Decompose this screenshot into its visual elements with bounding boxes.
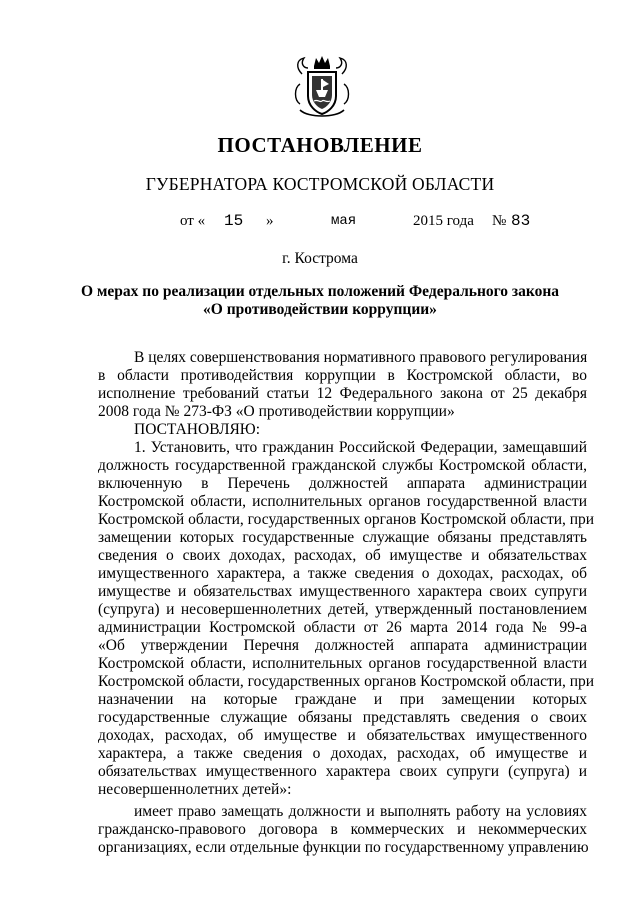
city-label: г. Кострома xyxy=(282,250,358,267)
body-line: В целях совершенствования нормативного правового регулирования xyxy=(134,349,588,366)
document-title: ПОСТАНОВЛЕНИЕ xyxy=(217,133,423,157)
number-sign: № xyxy=(492,213,507,229)
body-line: Костромской области, государственных органов Костромской области, при xyxy=(98,673,595,690)
coat-of-arms-emblem xyxy=(294,54,350,122)
date-number-line xyxy=(0,213,640,235)
date-prefix: от « xyxy=(180,213,206,229)
body-line: ПОСТАНОВЛЯЮ: xyxy=(134,421,261,438)
date-year: 2015 года xyxy=(413,213,474,229)
body-line: Костромской области, государственных органов Костромской области, при xyxy=(98,511,595,528)
date-day: 15 xyxy=(224,212,244,230)
body-line: Костромской области, исполнительных органов государственной власти xyxy=(98,655,587,672)
body-line: доходах, расходах, об имуществе и обязательствах имущественного xyxy=(98,727,587,744)
body-line: организациях, если отдельные функции по государственному управлению xyxy=(98,839,589,856)
body-line: назначении на которые граждане и при замещении которых xyxy=(98,691,587,708)
body-line: имеет право замещать должности и выполнять работу на условиях xyxy=(134,803,587,820)
body-line: несовершеннолетних детей»: xyxy=(98,781,292,798)
body-line: Костромской области, исполнительных органов государственной власти xyxy=(98,493,587,510)
body-line: обязательствах имущественного характера своих супруги (супруга) и xyxy=(98,763,587,780)
document-heading-line-1: О мерах по реализации отдельных положений Федерального закона xyxy=(80,283,560,300)
body-line: гражданско-правового договора в коммерческих и некоммерческих xyxy=(98,821,587,838)
date-month: мая xyxy=(331,213,357,229)
issuer-subtitle: ГУБЕРНАТОРА КОСТРОМСКОЙ ОБЛАСТИ xyxy=(145,174,495,194)
body-line: 2008 года № 273-ФЗ «О противодействии коррупции» xyxy=(98,403,455,420)
body-line: «Об утверждении Перечня должностей аппарата администрации xyxy=(98,637,587,654)
body-line: характера, а также сведения о доходах, расходах, об имуществе и xyxy=(98,745,587,762)
date-close-quote: » xyxy=(266,213,274,229)
body-line: замещении которых государственные служащие обязаны представлять xyxy=(98,529,587,546)
body-line: имущественного характера, а также сведения о доходах, расходах, об xyxy=(98,565,587,582)
body-line: государственные служащие обязаны представлять сведения о своих xyxy=(98,709,587,726)
body-line: администрации Костромской области от 26 марта 2014 года № 99-а xyxy=(98,619,587,636)
body-line: исполнение требований статьи 12 Федерального закона от 25 декабря xyxy=(98,385,587,402)
body-line: сведения о своих доходах, расходах, об имуществе и обязательствах xyxy=(98,547,587,564)
document-heading-line-2: «О противодействии коррупции» xyxy=(203,301,437,318)
body-line: имуществе и обязательствах имущественного характера своих супруги xyxy=(98,583,587,600)
body-line: 1. Установить, что гражданин Российской Федерации, замещавший xyxy=(134,439,587,456)
body-line: в области противодействия коррупции в Костромской области, во xyxy=(98,367,587,384)
document-number: 83 xyxy=(511,212,531,230)
body-line: включенную в Перечень должностей аппарата администрации xyxy=(98,475,587,492)
body-line: должность государственной гражданской службы Костромской области, xyxy=(98,457,587,474)
body-line: (супруга) и несовершеннолетних детей, утвержденный постановлением xyxy=(98,601,587,618)
